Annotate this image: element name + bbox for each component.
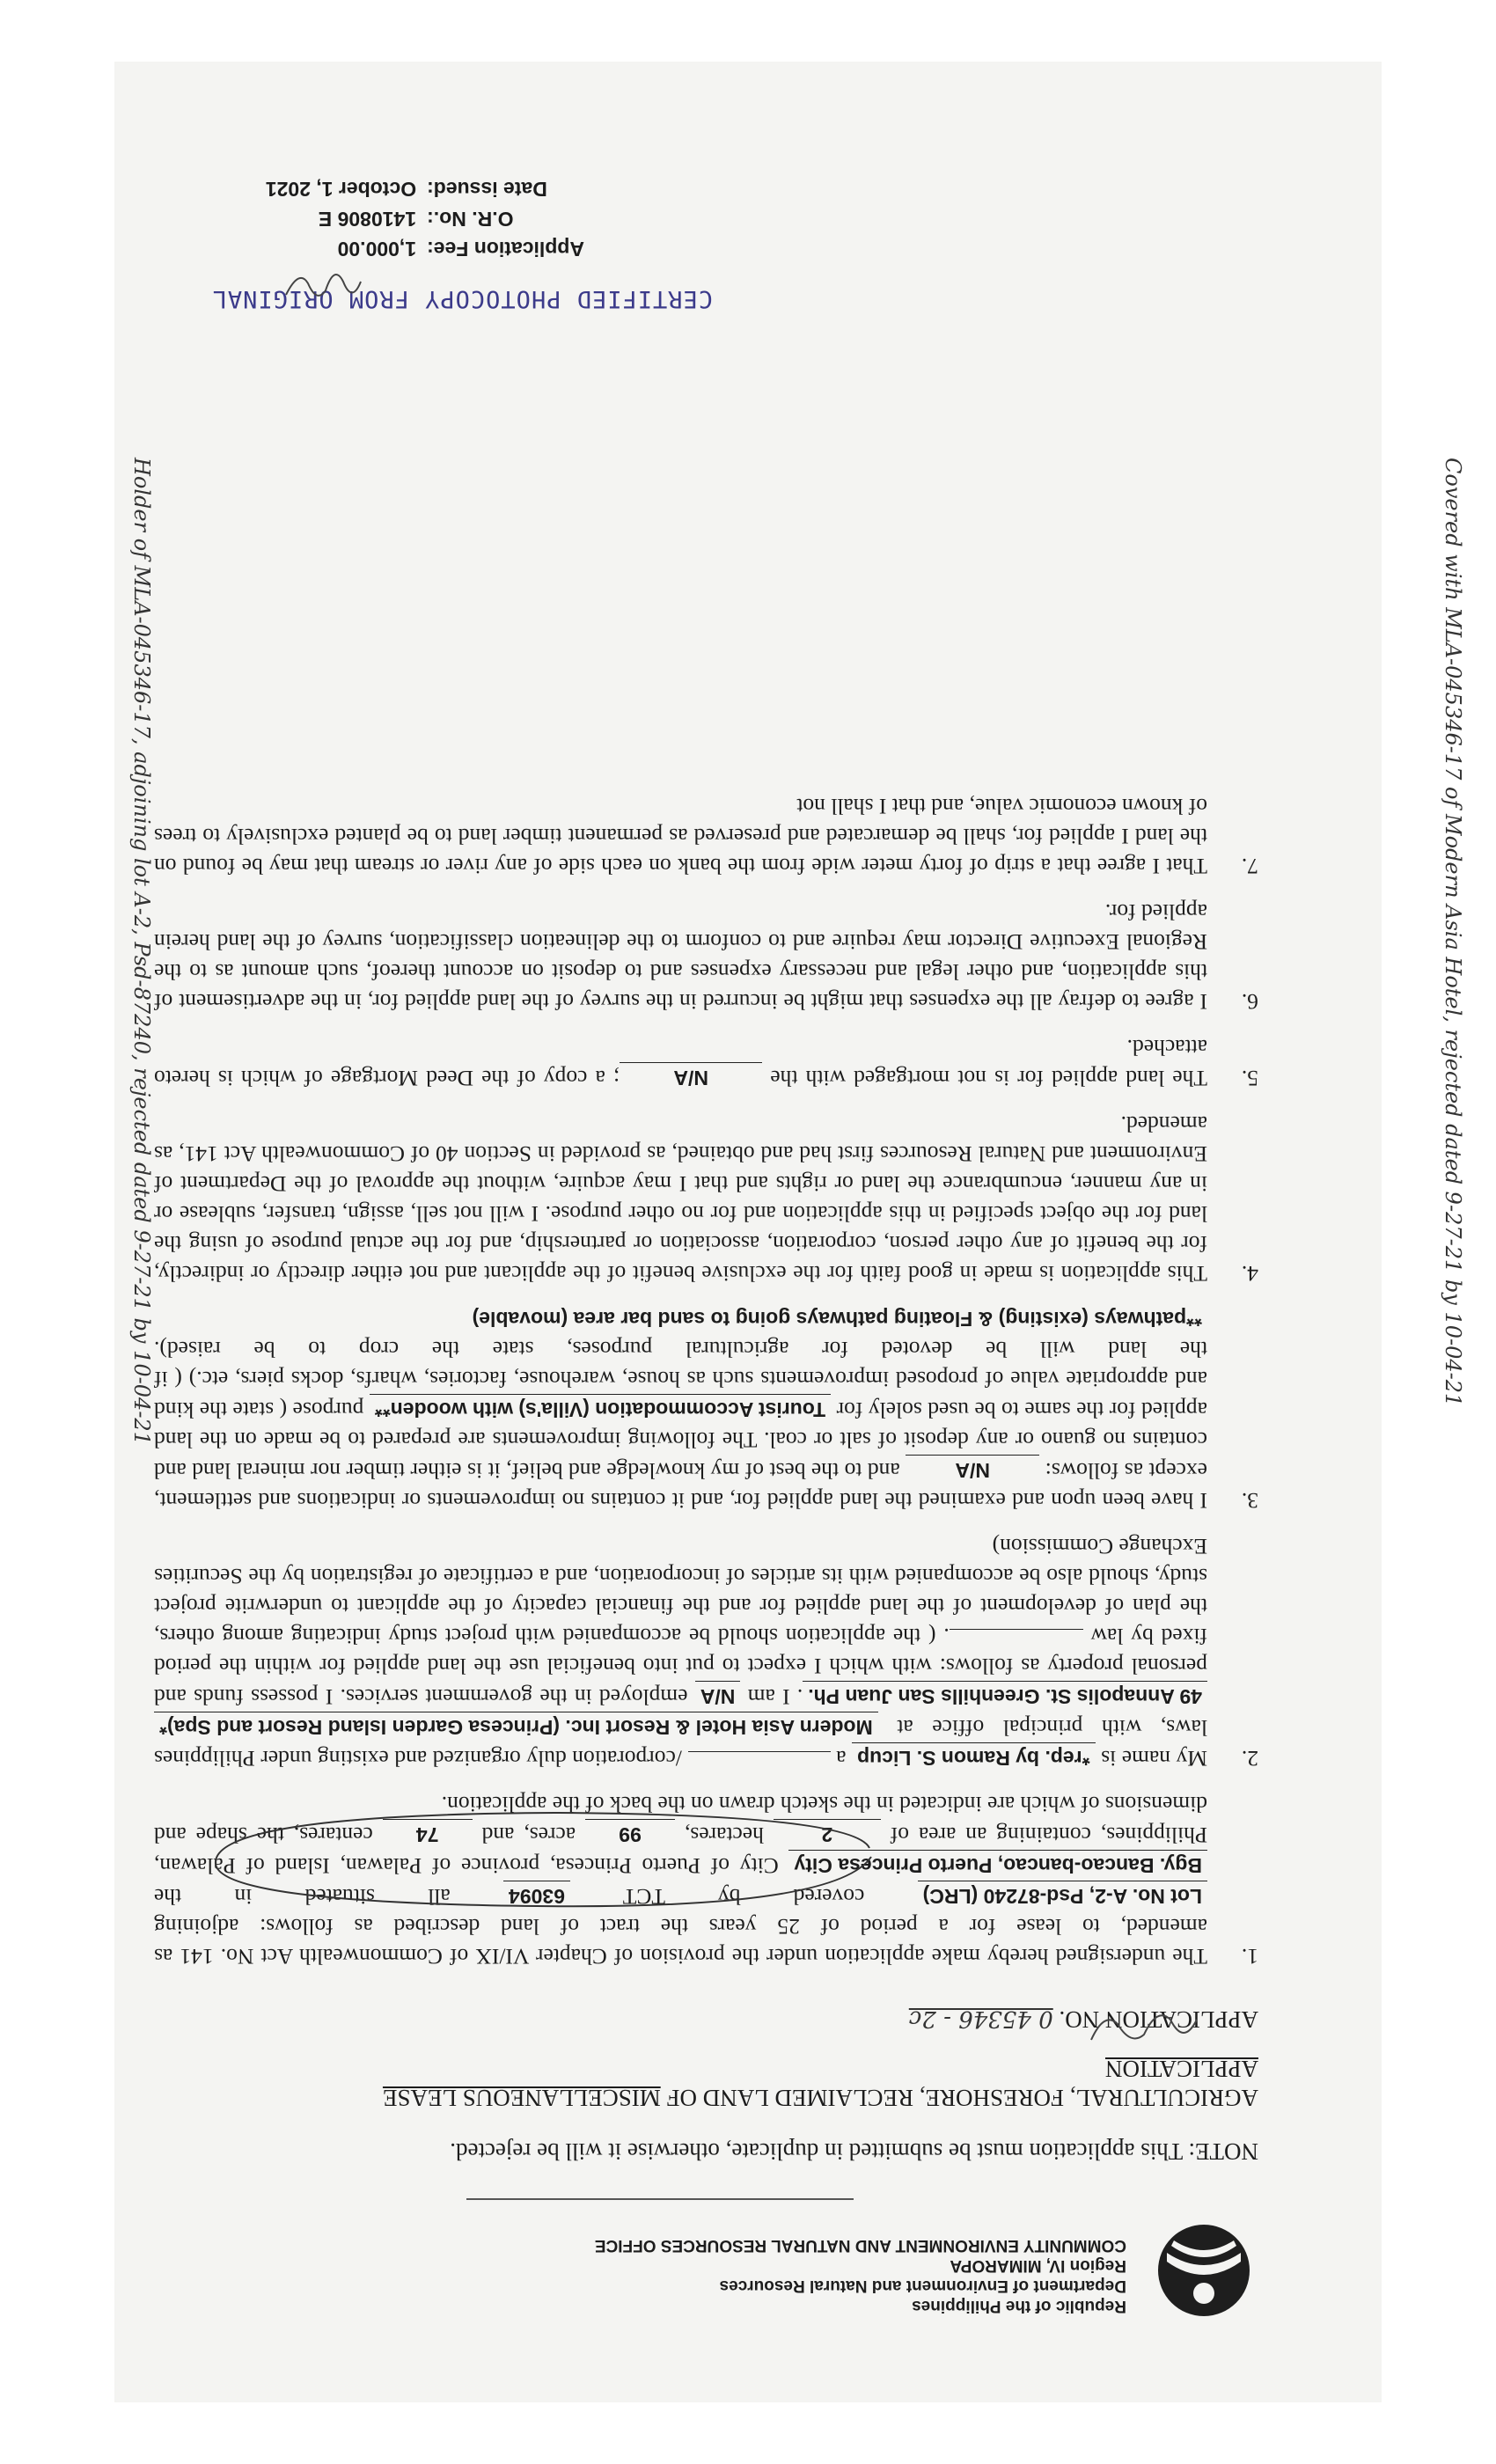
paragraph-number: 6.: [1241, 989, 1258, 1015]
or-label: O.R. No.:: [427, 208, 514, 231]
funds-field: [950, 1629, 1083, 1630]
barangay-field: Bgy. Bancao-bancao, Puerto Princesa City: [788, 1850, 1207, 1881]
letterhead-text: [334, 2235, 1126, 2316]
initials-mark: [264, 264, 370, 308]
paragraph-text: and to the best of my knowledge and belief, it is either timber nor mineral land and contains no guano or any deposit of salt or coal. The following improvements are prepared to be made on the land applied for the same to be used solely for: [153, 1397, 1207, 1484]
paragraph-number: 7.: [1241, 854, 1258, 879]
paragraph-text: acres, and: [481, 1822, 576, 1848]
or-value: 1410806 E: [318, 208, 417, 231]
region-line: Region IV, MIMAROPA: [950, 2256, 1126, 2275]
submission-note: NOTE: This application must be submitted in duplicate, otherwise it will be rejected.: [450, 2138, 1258, 2165]
paragraph-text: all situated in the: [153, 1884, 451, 1910]
paragraph-number: 3.: [1241, 1488, 1258, 1514]
hectares-field: 2: [774, 1819, 881, 1850]
centares-field: 74: [383, 1819, 473, 1850]
application-number-label: APPLICATION NO.: [1059, 2006, 1258, 2033]
department-line: Department of Environment and Natural Resources: [719, 2277, 1126, 2295]
fee-value: 1,000.00: [337, 238, 417, 260]
margin-note-left: [1441, 458, 1465, 1406]
company-field: Modern Asia Hotel & Resort Inc. (Princesa Garden Island Resort and Spa)*: [154, 1712, 878, 1742]
ink-circle-annotation: [202, 1804, 889, 1918]
margin-note-date: 10-04-21: [129, 1350, 154, 1445]
paragraph-text: I agree to defray all the expenses that might be incurred in the survey of the land applied for, in the advertisement of this application, and other legal and necessary expenses and to deposit on account thereof, such amount as to the Regional Executive Director may require and to conform to the delineation classification, survey of the land herein applied for.: [154, 899, 1207, 1015]
office-line: COMMUNITY ENVIRONMENT AND NATURAL RESOURCES OFFICE: [594, 2236, 1126, 2255]
improvements-field: N/A: [906, 1455, 1039, 1485]
paragraph-text: I have been upon and examined the land applied for, and it contains no improvements or indications and settlement, except as follows:: [154, 1458, 1207, 1514]
paragraph-text: This application is made in good faith for the exclusive benefit of the applicant and not either directly or indirectly, for the benefit of any other person, corporation, association or partnership, and for the actual purpose of using the land for the object specified in this application and for no other purpose. I will not sell, assign, transfer, sublease or in any manner, encumbrance the land or rights and that I may acquire, without the approval of the Department of Environment and Natural Resources first had and obtained, as provided in Section 40 of Commonwealth Act 141, as amended.: [154, 1111, 1207, 1287]
application-number-value: 0 45346 - 2c: [908, 2006, 1053, 2032]
payment-details: [260, 174, 590, 264]
certified-photocopy-stamp: CERTIFIED PHOTOCOPY FROM ORIGINAL: [211, 285, 713, 312]
application-body: [154, 775, 1258, 1971]
purpose-field: Tourist Accommodation (Villa's) with wooden**: [370, 1394, 831, 1425]
form-title-line2: APPLICATION: [1104, 2056, 1258, 2082]
paragraph-text: covered by TCT: [623, 1884, 865, 1910]
paragraph-text: That I agree that a strip of forty meter wide from the bank on each side of any river or stream that may be found on the land I applied for, shall be demarcated and preserved as permanent timber land to be planted exclusively to trees of known economic value, and that I shall not: [154, 794, 1207, 879]
paragraph-5: [154, 1032, 1258, 1093]
paragraph-text: . I am: [747, 1684, 803, 1710]
applicant-type-field: [688, 1751, 831, 1752]
paragraph-text: purpose ( state the kind and appropriate value of proposed improvements such as house, warehouse, factories, wharfs, docks piers, etc.) ( if the land will be devoted for agricultural purposes, state the crop to be raised).: [154, 1337, 1207, 1423]
paragraph-number: 4.: [1241, 1261, 1258, 1287]
margin-note-date: 10-04-21: [1441, 1311, 1465, 1407]
paragraph-number: 1.: [1241, 1944, 1258, 1969]
acres-field: 99: [585, 1819, 675, 1850]
document-sheet: [114, 62, 1465, 2402]
pathways-note: **pathways (existing) & Floating pathways going to sand bar area (movable): [472, 1308, 1202, 1331]
lot-field: Lot No. A-2, Psd-87240 (LRC): [918, 1881, 1207, 1911]
paragraph-number: 5.: [1241, 1066, 1258, 1091]
denr-seal-icon: [1144, 2218, 1258, 2323]
date-label: Date issued:: [427, 178, 547, 201]
paragraph-4: [154, 1109, 1258, 1288]
date-value: October 1, 2021: [265, 178, 417, 201]
margin-note-right: [129, 458, 154, 1445]
margin-note-text: Covered with MLA-045346-17 of Modern Asia Hotel, rejected dated 9-27-21 by: [1441, 458, 1465, 1305]
republic-line: Republic of the Philippines: [912, 2297, 1126, 2315]
paragraph-text: The undersigned hereby make application under the provision of Chapter VI/IX of Commonwealth Act No. 141 as amended, to lease for a period of 25 years the tract of land described as follows: adjoining: [154, 1914, 1207, 1969]
fee-label: Application Fee:: [427, 238, 584, 260]
form-title-part1: AGRICULTURAL, FORESHORE, RECLAIMED LAND OF: [666, 2085, 1258, 2111]
header-divider: [466, 2198, 854, 2200]
paragraph-text: hectares,: [684, 1822, 764, 1848]
paragraph-text: . ( the application should be accompanied with project study indicating among others, the plan of development of the land applied for and the financial capacity of the applicant to underwrite project study, should also be accompanied with its articles of incorporation, and a certificate of registration by the Securities Exchange Commission): [154, 1534, 1207, 1649]
paragraph-7: [154, 791, 1258, 881]
paragraph-text: City of Puerto Princesa, province of Palawan, Island of Palawan, Philippines, containing an area of: [153, 1822, 1207, 1879]
applicant-name-field: *rep. by Ramon S. Licup: [852, 1742, 1096, 1773]
address-field: 49 Annapolis St. Greenhills San Juan Ph.: [803, 1681, 1207, 1712]
tct-field: 63094: [503, 1881, 570, 1911]
paragraph-3: [154, 1304, 1258, 1515]
paragraph-2: [154, 1531, 1258, 1773]
paragraph-text: a: [836, 1746, 847, 1771]
paragraph-text: employed in the government services. I possess funds and personal property as follows: with which I expect to put into beneficial use the land applied for within the period fixed by law: [153, 1624, 1207, 1710]
margin-note-text: Holder of MLA-045346-17, adjoining lot A-2, Psd-87240, rejected dated 9-27-21 by: [129, 458, 154, 1344]
initials-mark: [1082, 2006, 1206, 2050]
mortgage-field: N/A: [620, 1062, 762, 1093]
paragraph-text: /corporation duly organized and existing under Philippines laws, with principal office at: [153, 1715, 1207, 1771]
form-title-part2: MISCELLANEOUS LEASE: [382, 2085, 661, 2111]
paragraph-text: The land applied for is not mortgaged with the: [770, 1066, 1207, 1091]
paragraph-6: [154, 897, 1258, 1016]
employment-field: N/A: [695, 1681, 741, 1712]
paragraph-text: My name is: [1101, 1746, 1207, 1771]
paragraph-text: ; a copy of the Deed Mortgage of which is hereto attached.: [154, 1035, 1207, 1091]
form-title: [158, 2054, 1258, 2112]
paragraph-text: centares, the shape and dimensions of which are indicated in the sketch drawn on the back of the application.: [153, 1792, 1207, 1848]
paragraph-number: 2.: [1241, 1746, 1258, 1771]
